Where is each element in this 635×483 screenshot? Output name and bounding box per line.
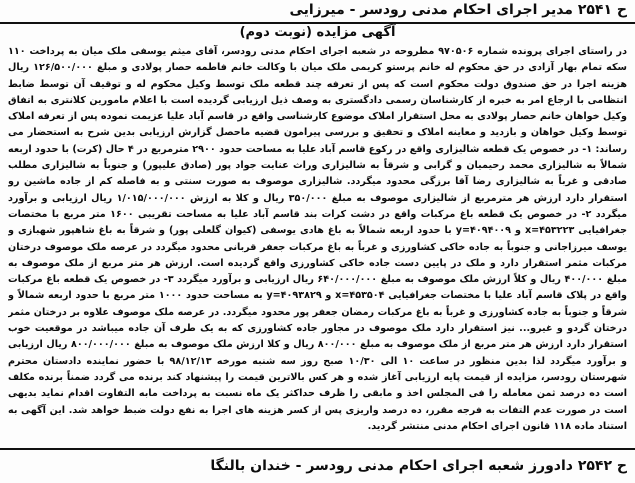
header-office-line: ح ۲۵۴۱ مدیر اجرای احکام مدنی رودسر - میرزایی (289, 2, 627, 18)
footer-divider (0, 448, 635, 450)
footer-signature-line: ح ۲۵۴۲ دادورز شعبه اجرای احکام مدنی رودسر - خندان بالنگا (210, 458, 627, 474)
notice-title: آگهی مزایده (نوبت دوم) (239, 25, 396, 40)
notice-body: در راستای اجرای پرونده شماره ۹۷۰۵۰۶ مطروحه در شعبه اجرای احکام مدنی رودسر، آقای میثم یوسفی ملک میان به پرداخت ۱۱۰ سکه تمام بهار آزادی در حق محکوم له خانم پرستو کریمی ملک میان با وکالت خانم فاطمه حصار پولادی و مبلغ ۱۲۶/۵۰۰/۰۰۰ ریال هزینه اجرا در حق صندوق دولت محکوم است که پس از تعرفه چند قطعه ملک توسط وکیل محکوم له و توقیف آن توسط ضابط انتظامی با ارجاع امر به خبره از کارشناسان رسمی دادگستری به وصف ذیل ارزیابی گردیده است با اعلام مامورین کلانتری به اتفاق وکیل خواهان خانم حصار پولادی به محل استقرار املاک موضوع کارشناسی واقع در قاسم آباد علیا عزیمت نموده پس از تعرفه املاک توسط وکیل خواهان و بازدید و معاینه املاک و تحقیق و بررسی پیرامون قضیه ماحصل گزارش ارزیابی بدین شرح به استحضار می رساند: ۱- در خصوص یک قطعه شالیزاری واقع در رکوع قاسم آباد علیا به مساحت حدود ۲۹۰۰ مترمربع در ۴ حال (کرت) با حدود اربعه شمالاً به شالیزاری محمد رحیمیان و گرابی و شرقاً به شالیزاری وراث عنایت جواد پور (صادق علیپور) و جنوباً به شالیزاری مطلب صادقی و غرباً به شالیزاری رضا آقا برزگی محدود میگردد. شالیزاری موصوف به صورت سنتی و به فاصله کم از جاده ماشین رو استقرار دارد ارزش هر مترمربع از شالیزاری موصوف به مبلغ ۳۵۰/۰۰۰ ریال و کلا به ارزش ۱/۰۱۵/۰۰۰/۰۰۰ ریال ارزیابی و برآورد میگردد ۲- در خصوص یک قطعه باغ مرکبات واقع در دشت کرات بند قاسم آباد علیا به مساحت تقریبی ۱۶۰۰ متر مربع با مختصات جغرافیایی x=۴۵۳۲۲۳ و y=۴۰۹۴۰۰۹ با حدود اربعه شمالاً به باغ هادی یوسفی (کیوان گلعلی پور) و شرقاً به باغ شاهپور شهبازی و یوسف میرزاجانی و جنوباً به جاده خاکی کشاورزی و غرباً به باغ مرکبات جعفر قربانی محدود میگردد در عرصه ملک موصوف درختان مرکبات مثمر استقرار دارد و ملک در پایین دست جاده خاکی کشاورزی واقع گردیده است. ارزش هر متر مربع از ملک موصوف به مبلغ ۴۰۰/۰۰۰ ریال و کلاً ارزش ملک موصوف به مبلغ ۶۴۰/۰۰۰/۰۰۰ ریال ارزیابی و برآورد میگردد ۳- در خصوص یک قطعه باغ مرکبات واقع در پلاک قاسم آباد علیا با مختصات جغرافیایی x=۴۵۳۵۰۴ و y=۴۰۹۳۸۲۹ به مساحت حدود ۱۰۰۰ متر مربع با حدود اربعه شمالاً و شرقاً و جنوباً به جاده کشاورزی و غرباً به باغ مرکبات رمضان جعفر پور محدود میگردد. در عرصه ملک موصوف علاوه بر درختان مثمر درختان گردو و غیرو... نیز استقرار دارد ملک موصوف در مجاور جاده کشاورزی که به یک طرف آن جاده میباشد در موقعیت خوب استقرار دارد ارزش هر متر مربع از ملک موصوف به مبلغ ۸۰۰/۰۰۰ ریال و کلا ارزش ملک موصوف به مبلغ ۸۰۰/۰۰۰/۰۰۰ ریال ارزیابی و برآورد میگردد لذا بدین منظور در ساعت ۱۰ الی ۱۰/۳۰ صبح روز سه شنبه مورخه ۹۸/۱۲/۱۳ با حضور نماینده دادستان محترم شهرستان رودسر، مزایده از قیمت پایه ارزیابی آغاز شده و هر کس بالاترین قیمت را پیشنهاد کند برنده می گردد ضمناً برنده مکلف است ده درصد ثمن معامله را فی المجلس اخذ و مابقی را ظرف حداکثر یک ماه نسبت به پرداخت مابه التفاوت اقدام نماید بدیهی است در صورت عدم التفات به فرجه مقرر، ده درصد واریزی پس از کسر هزینه های اجرا به نفع دولت ضبط خواهد شد. این آگهی به استناد ماده ۱۱۸ قانون اجرای احکام مدنی منتشر گردید. (8, 46, 627, 432)
